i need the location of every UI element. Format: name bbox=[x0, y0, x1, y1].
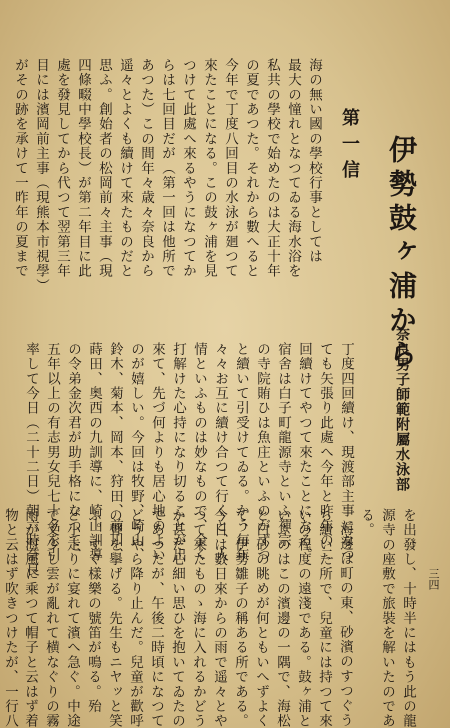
text-column: と白砂の眺めが何ともいへずよく bbox=[253, 508, 269, 728]
text-column: らは七回目だが（第一回は他所で bbox=[159, 58, 175, 279]
text-column: 海の無い國の學校行事としては bbox=[306, 58, 322, 264]
text-column: 遥々とよくも續けて來たものだと bbox=[117, 58, 133, 279]
text-column: 最大の憧れとなつてゐる海水浴を bbox=[285, 58, 301, 279]
page-number: 三四 bbox=[427, 568, 440, 590]
text-column: 海邊は町の東、砂濱のすつぐう bbox=[337, 522, 353, 728]
text-column: か甚だ心細い思ひを抱いてゐたの bbox=[169, 508, 185, 728]
text-column: 來たことになる。この鼓ヶ浦を見 bbox=[201, 58, 217, 279]
text-column: つけて此處へ來るやうになつてか bbox=[180, 58, 196, 279]
text-column: て、伊勢雛子の稱ある所である。 bbox=[232, 508, 248, 728]
text-column: 率して今日（二十二日）朝六時奈良 bbox=[23, 342, 39, 578]
text-column: ち續いた所で、兒童には持つて來 bbox=[316, 508, 332, 728]
text-column: いふのはこの濱邊の一隅で、海松 bbox=[274, 508, 290, 728]
article-title: 伊勢鼓ヶ浦から bbox=[385, 135, 418, 373]
text-column: の寺院賄ひは魚庄といふのがずつ bbox=[254, 342, 270, 563]
text-column: を出發し、十時半にはもう此の龍 bbox=[400, 508, 416, 728]
text-column: 源寺の座敷で旅裝を解いたのであ bbox=[379, 508, 395, 728]
text-column: 回續けてやつて來たことになる。 bbox=[296, 342, 312, 563]
text-column: ど小走りに宴れて濱へ急ぐ。中途 bbox=[64, 508, 80, 728]
text-column: つて來たものゝ海に入れるかどう bbox=[190, 508, 206, 728]
text-column: どうやら降り止んだ。兒童が歡呼 bbox=[127, 508, 143, 728]
text-column: がその跡を承けて一昨年の夏まで bbox=[12, 58, 28, 279]
text-column: 處を發見してから代つて翌第三年 bbox=[54, 58, 70, 279]
text-column: あつた）この間年々歳々奈良から bbox=[138, 58, 154, 279]
text-column: 鈴木、菊本、岡本、狩田、前川、 bbox=[107, 342, 123, 563]
section-heading: 第一信 bbox=[339, 108, 360, 186]
text-column: 宿舍は白子町龍源寺といふ禪宗 bbox=[275, 342, 291, 548]
text-column: であつたが、午後二時頃になつて bbox=[148, 508, 164, 728]
text-column: 雨が海風に乘つて帽子と云はず着 bbox=[22, 508, 38, 728]
text-column: 目には濱岡前主事（現熊本市視學） bbox=[33, 58, 49, 294]
text-column: 丁度四回續け、現渡部主事になつ bbox=[338, 342, 354, 563]
text-column: 物と云はず吹きつけたが、一行八 bbox=[2, 508, 18, 728]
text-column: る。 bbox=[358, 508, 374, 538]
text-column: ても矢張り此處へ今年と昨年の二 bbox=[317, 342, 333, 563]
text-column: で叉少し雲が亂れて横なぐりの霧 bbox=[43, 508, 59, 728]
text-column: 々々お互に續け合つて行くと、人 bbox=[212, 342, 228, 563]
text-column: の令弟金次君が助手格になつて、 bbox=[65, 342, 81, 563]
text-column: ふ。すぐ樣樂の號笛が鳴る。殆 bbox=[85, 508, 101, 714]
text-column: 來て、先づ何よりも居心地のよい bbox=[149, 342, 165, 563]
text-column: と續いて引受けてゐる。かう毎年 bbox=[233, 342, 249, 563]
text-column: 今日は數日來からの雨で遥々とや bbox=[211, 508, 227, 728]
text-column: の夏であつた。それから數へると bbox=[243, 58, 259, 279]
text-column: 打解けた心持になり切ることが出 bbox=[170, 342, 186, 563]
text-column: の聲を擧げる。先生もニヤッと笑 bbox=[106, 508, 122, 728]
text-column: 私共の學校で始めたのは大正十年 bbox=[264, 58, 280, 279]
text-column: 思ふ。創始者の松岡前々主事（現 bbox=[96, 58, 112, 279]
text-column: 蒔田、奥西の九訓導に、崎山訓導 bbox=[86, 342, 102, 563]
author-byline: 奈良男子師範附屬水泳部 bbox=[394, 327, 410, 492]
text-column: いの程度の遠淺である。鼓ヶ浦と bbox=[295, 508, 311, 728]
text-column: 四條畷中學校長）が第二年目に此 bbox=[75, 58, 91, 279]
text-column: 今年で丁度八回目の水泳が廻つて bbox=[222, 58, 238, 279]
text-column: 情といふものは妙なもので、全く bbox=[191, 342, 207, 563]
text-column: のが嬉しい。今回は牧野、崎山、 bbox=[128, 342, 144, 563]
text-column: 五年以上の有志男女兒七十名を引 bbox=[44, 342, 60, 563]
